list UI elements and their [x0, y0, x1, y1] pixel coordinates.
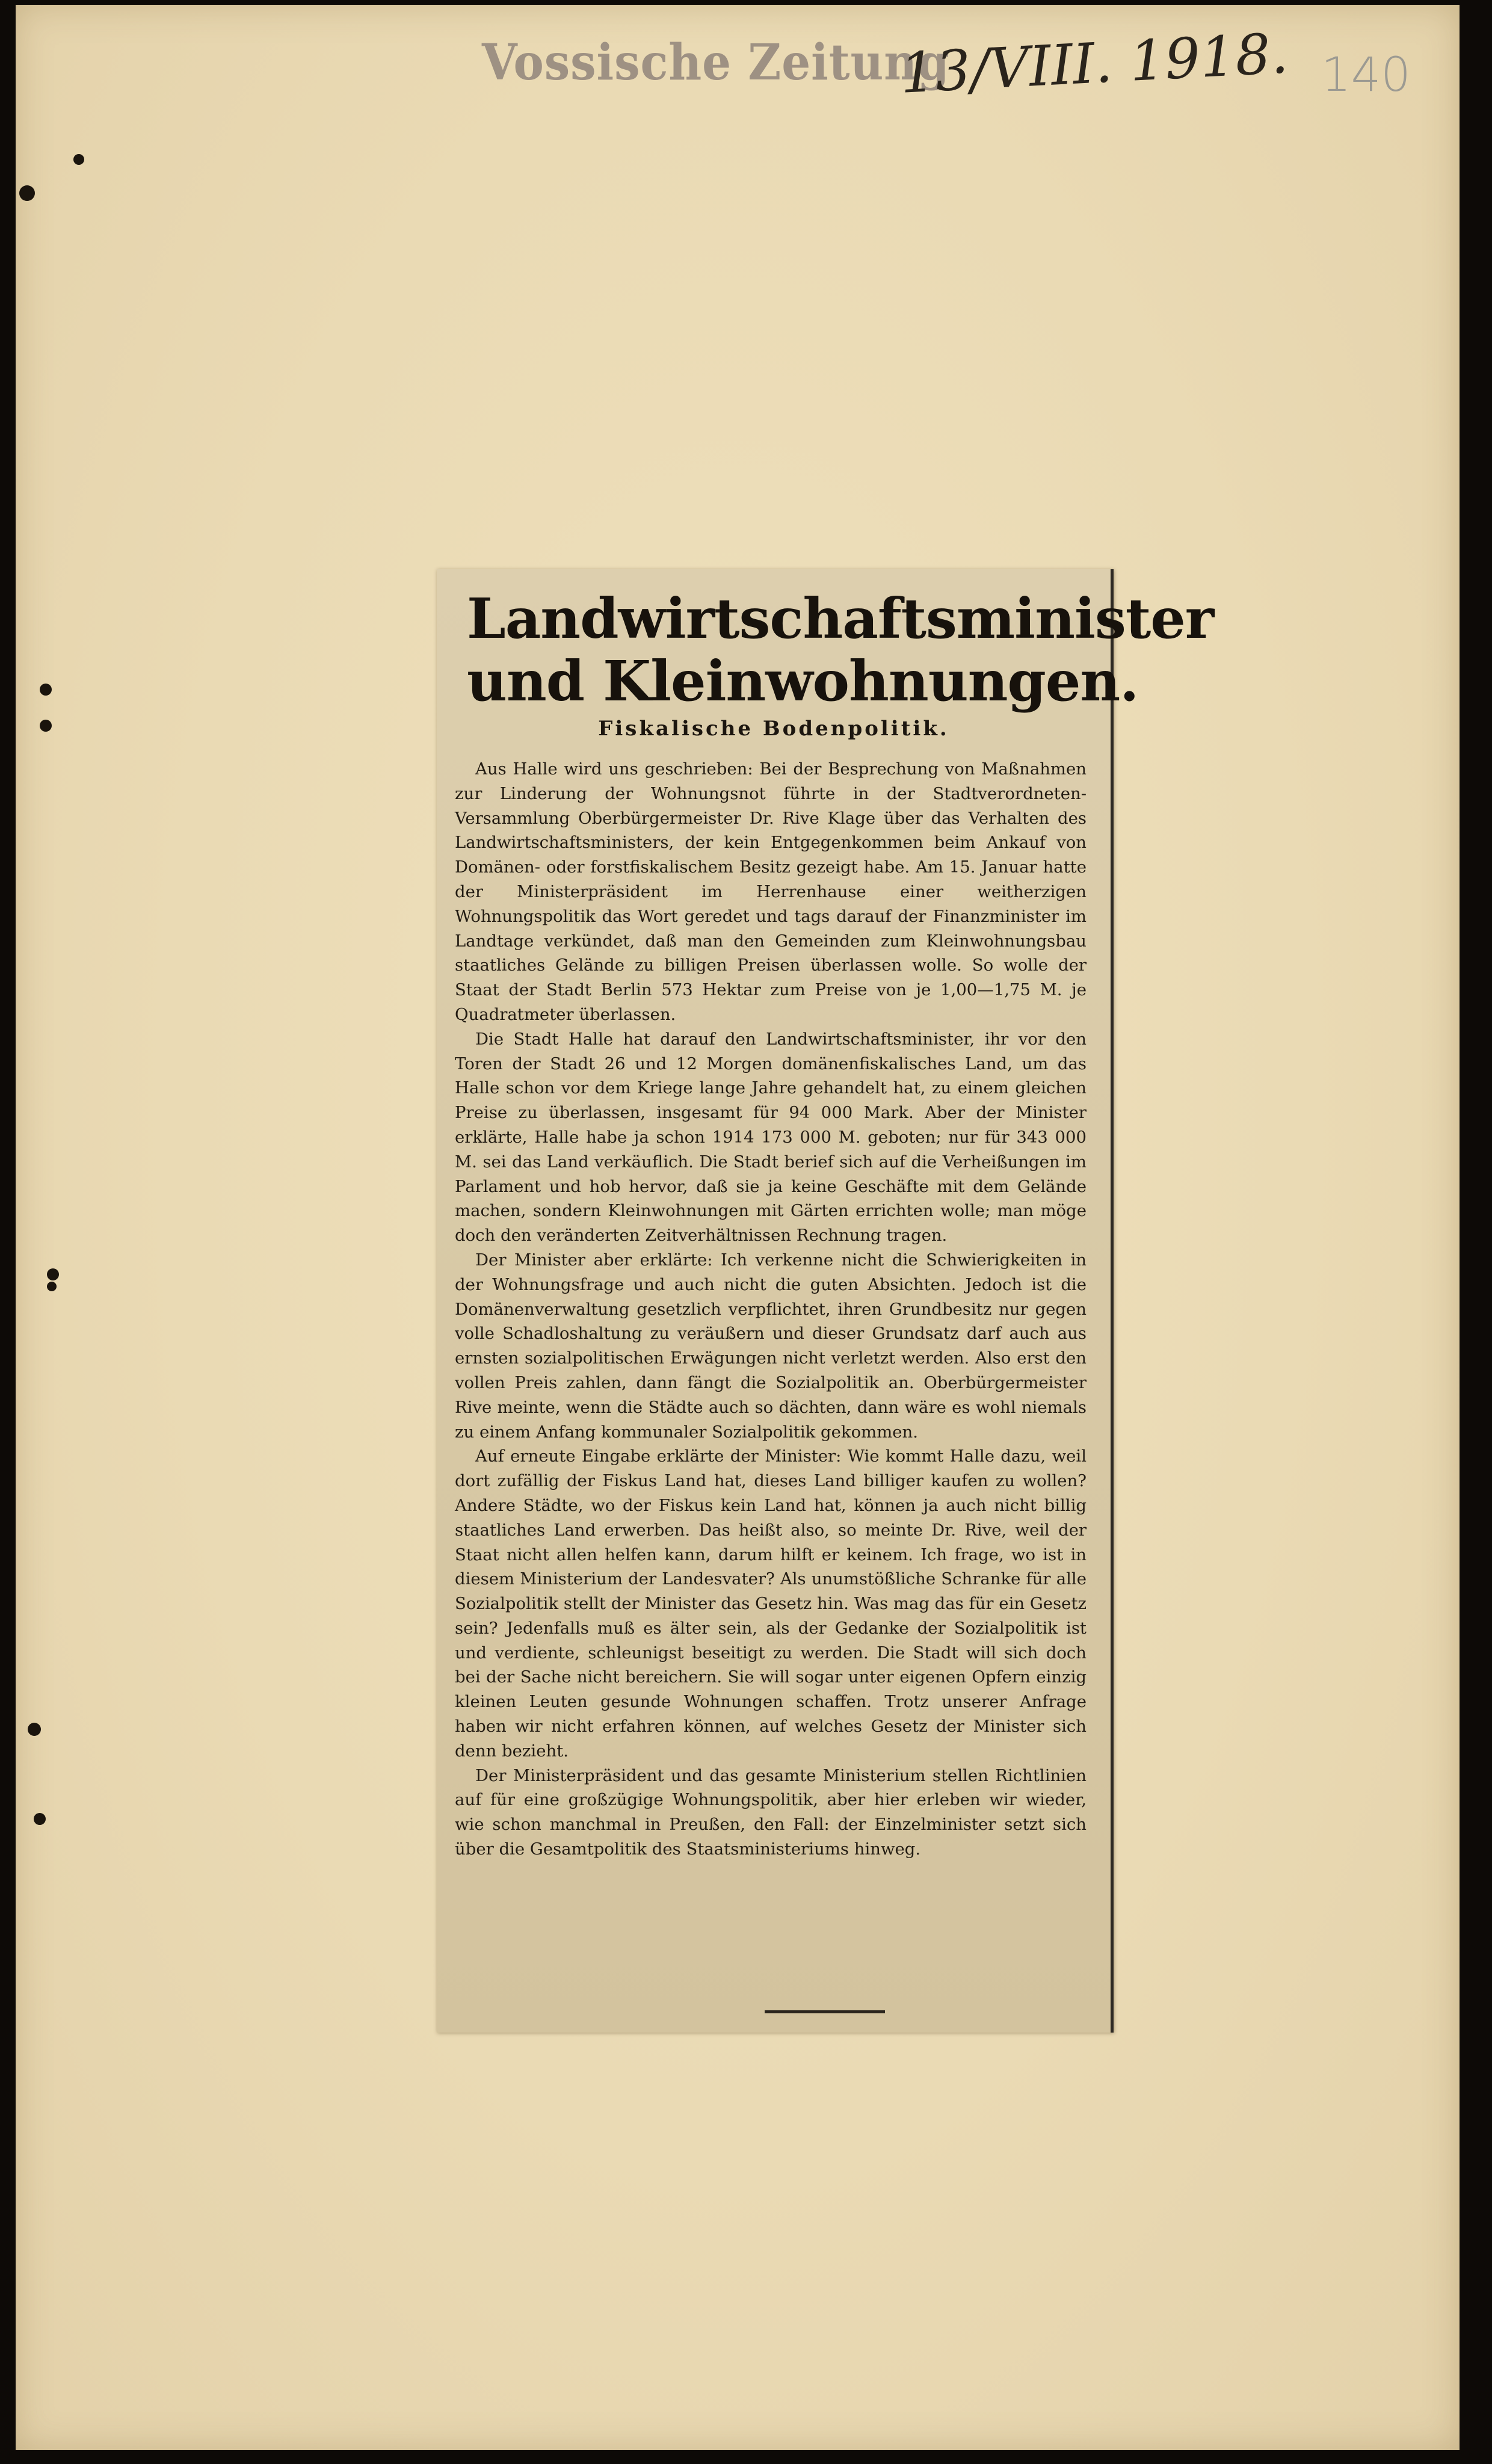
- archive-sheet: [16, 5, 1460, 2450]
- subheadline: Fiskalische Bodenpolitik.: [598, 717, 949, 741]
- punch-hole: [28, 1723, 41, 1736]
- punch-hole: [19, 185, 35, 201]
- end-rule: [765, 2010, 885, 2013]
- headline-line-2: und Kleinwohnungen.: [467, 649, 1139, 714]
- article-paragraph: Der Ministerpräsident und das gesamte Ministerium stellen Richtlinien auf für eine großzügige Wohnungspolitik, aber hier erleben wir wieder, wie schon manchmal in Preußen, den Fall: der Einzelminister setzt sich über die Gesamtpolitik des Staatsministeriums hinweg.: [455, 1765, 1087, 1859]
- headline-line-1: Landwirtschaftsminister: [467, 586, 1214, 651]
- punch-hole: [47, 1282, 57, 1291]
- folio-number: 140: [1321, 48, 1411, 102]
- punch-hole: [34, 1813, 46, 1825]
- handwritten-date: 13/VIII. 1918.: [898, 21, 1290, 106]
- newspaper-clipping: [437, 569, 1214, 2033]
- article-paragraph: Die Stadt Halle hat darauf den Landwirtschaftsminister, ihr vor den Toren der Stadt 26 und 12 Morgen domänenfiskalisches Land, um das Halle schon vor dem Kriege lange Jahre gehandelt hat, zu einem gleichen Preise zu überlassen, insgesamt für 94 000 Mark. Aber der Minister erklärte, Halle habe ja schon 1914 173 000 M. geboten; nur für 343 000 M. sei das Land verkäuflich. Die Stadt berief sich auf die Verheißungen im Parlament und hob hervor, daß sie ja keine Geschäfte mit dem Gelände machen, sondern Kleinwohnungen mit Gärten errichten wolle; man möge doch den veränderten Zeitverhältnissen Rechnung tragen.: [455, 1029, 1087, 1246]
- punch-hole: [73, 154, 84, 165]
- article-paragraph: Der Minister aber erklärte: Ich verkenne nicht die Schwierigkeiten in der Wohnungsfrage und auch nicht die guten Absichten. Jedoch ist die Domänenverwaltung gesetzlich verpflichtet, ihren Grundbesitz nur gegen volle Schadloshaltung zu veräußern und dieser Grundsatz darf auch aus ernsten sozialpolitischen Erwägungen nicht verletzt werden. Also erst den vollen Preis zahlen, dann fängt die Sozialpolitik an. Oberbürgermeister Rive meinte, wenn die Städte auch so dächten, dann wäre es wohl niemals zu einem Anfang kommunaler Sozialpolitik gekommen.: [455, 1250, 1087, 1442]
- article-body: [455, 757, 1087, 1862]
- punch-hole: [40, 684, 52, 696]
- newspaper-stamp: Vossische Zeitung: [482, 34, 950, 91]
- punch-hole: [40, 720, 52, 732]
- article-paragraph: Auf erneute Eingabe erklärte der Minister: Wie kommt Halle dazu, weil dort zufällig der Fiskus Land hat, dieses Land billiger kaufen zu wollen? Andere Städte, wo der Fiskus kein Land hat, können ja auch nicht billig staatliches Land erwerben. Das heißt also, so meinte Dr. Rive, weil der Staat nicht allen helfen kann, darum hilft er keinem. Ich frage, wo ist in diesem Ministerium der Landesvater? Als unumstößliche Schranke für alle Sozialpolitik stellt der Minister das Gesetz hin. Was mag das für ein Gesetz sein? Jedenfalls muß es älter sein, als der Gedanke der Sozialpolitik ist und verdiente, schleunigst beseitigt zu werden. Die Stadt will sich doch bei der Sache nicht bereichern. Sie will sogar unter eigenen Opfern einzig kleinen Leuten gesunde Wohnungen schaffen. Trotz unserer Anfrage haben wir nicht erfahren können, auf welches Gesetz der Minister sich denn bezieht.: [455, 1447, 1087, 1761]
- article-paragraph: Aus Halle wird uns geschrieben: Bei der Besprechung von Maßnahmen zur Linderung der Wohnungsnot führte in der Stadtverordneten-Versammlung Oberbürgermeister Dr. Rive Klage über das Verhalten des Landwirtschaftsministers, der kein Entgegenkommen beim Ankauf von Domänen- oder forstfiskalischem Besitz gezeigt habe. Am 15. Januar hatte der Ministerpräsident im Herrenhause einer weitherzigen Wohnungspolitik das Wort geredet und tags darauf der Finanzminister im Landtage verkündet, daß man den Gemeinden zum Kleinwohnungsbau staatliches Gelände zu billigen Preisen überlassen wolle. So wolle der Staat der Stadt Berlin 573 Hektar zum Preise von je 1,00—1,75 M. je Quadratmeter überlassen.: [455, 759, 1087, 1024]
- punch-hole: [47, 1268, 59, 1280]
